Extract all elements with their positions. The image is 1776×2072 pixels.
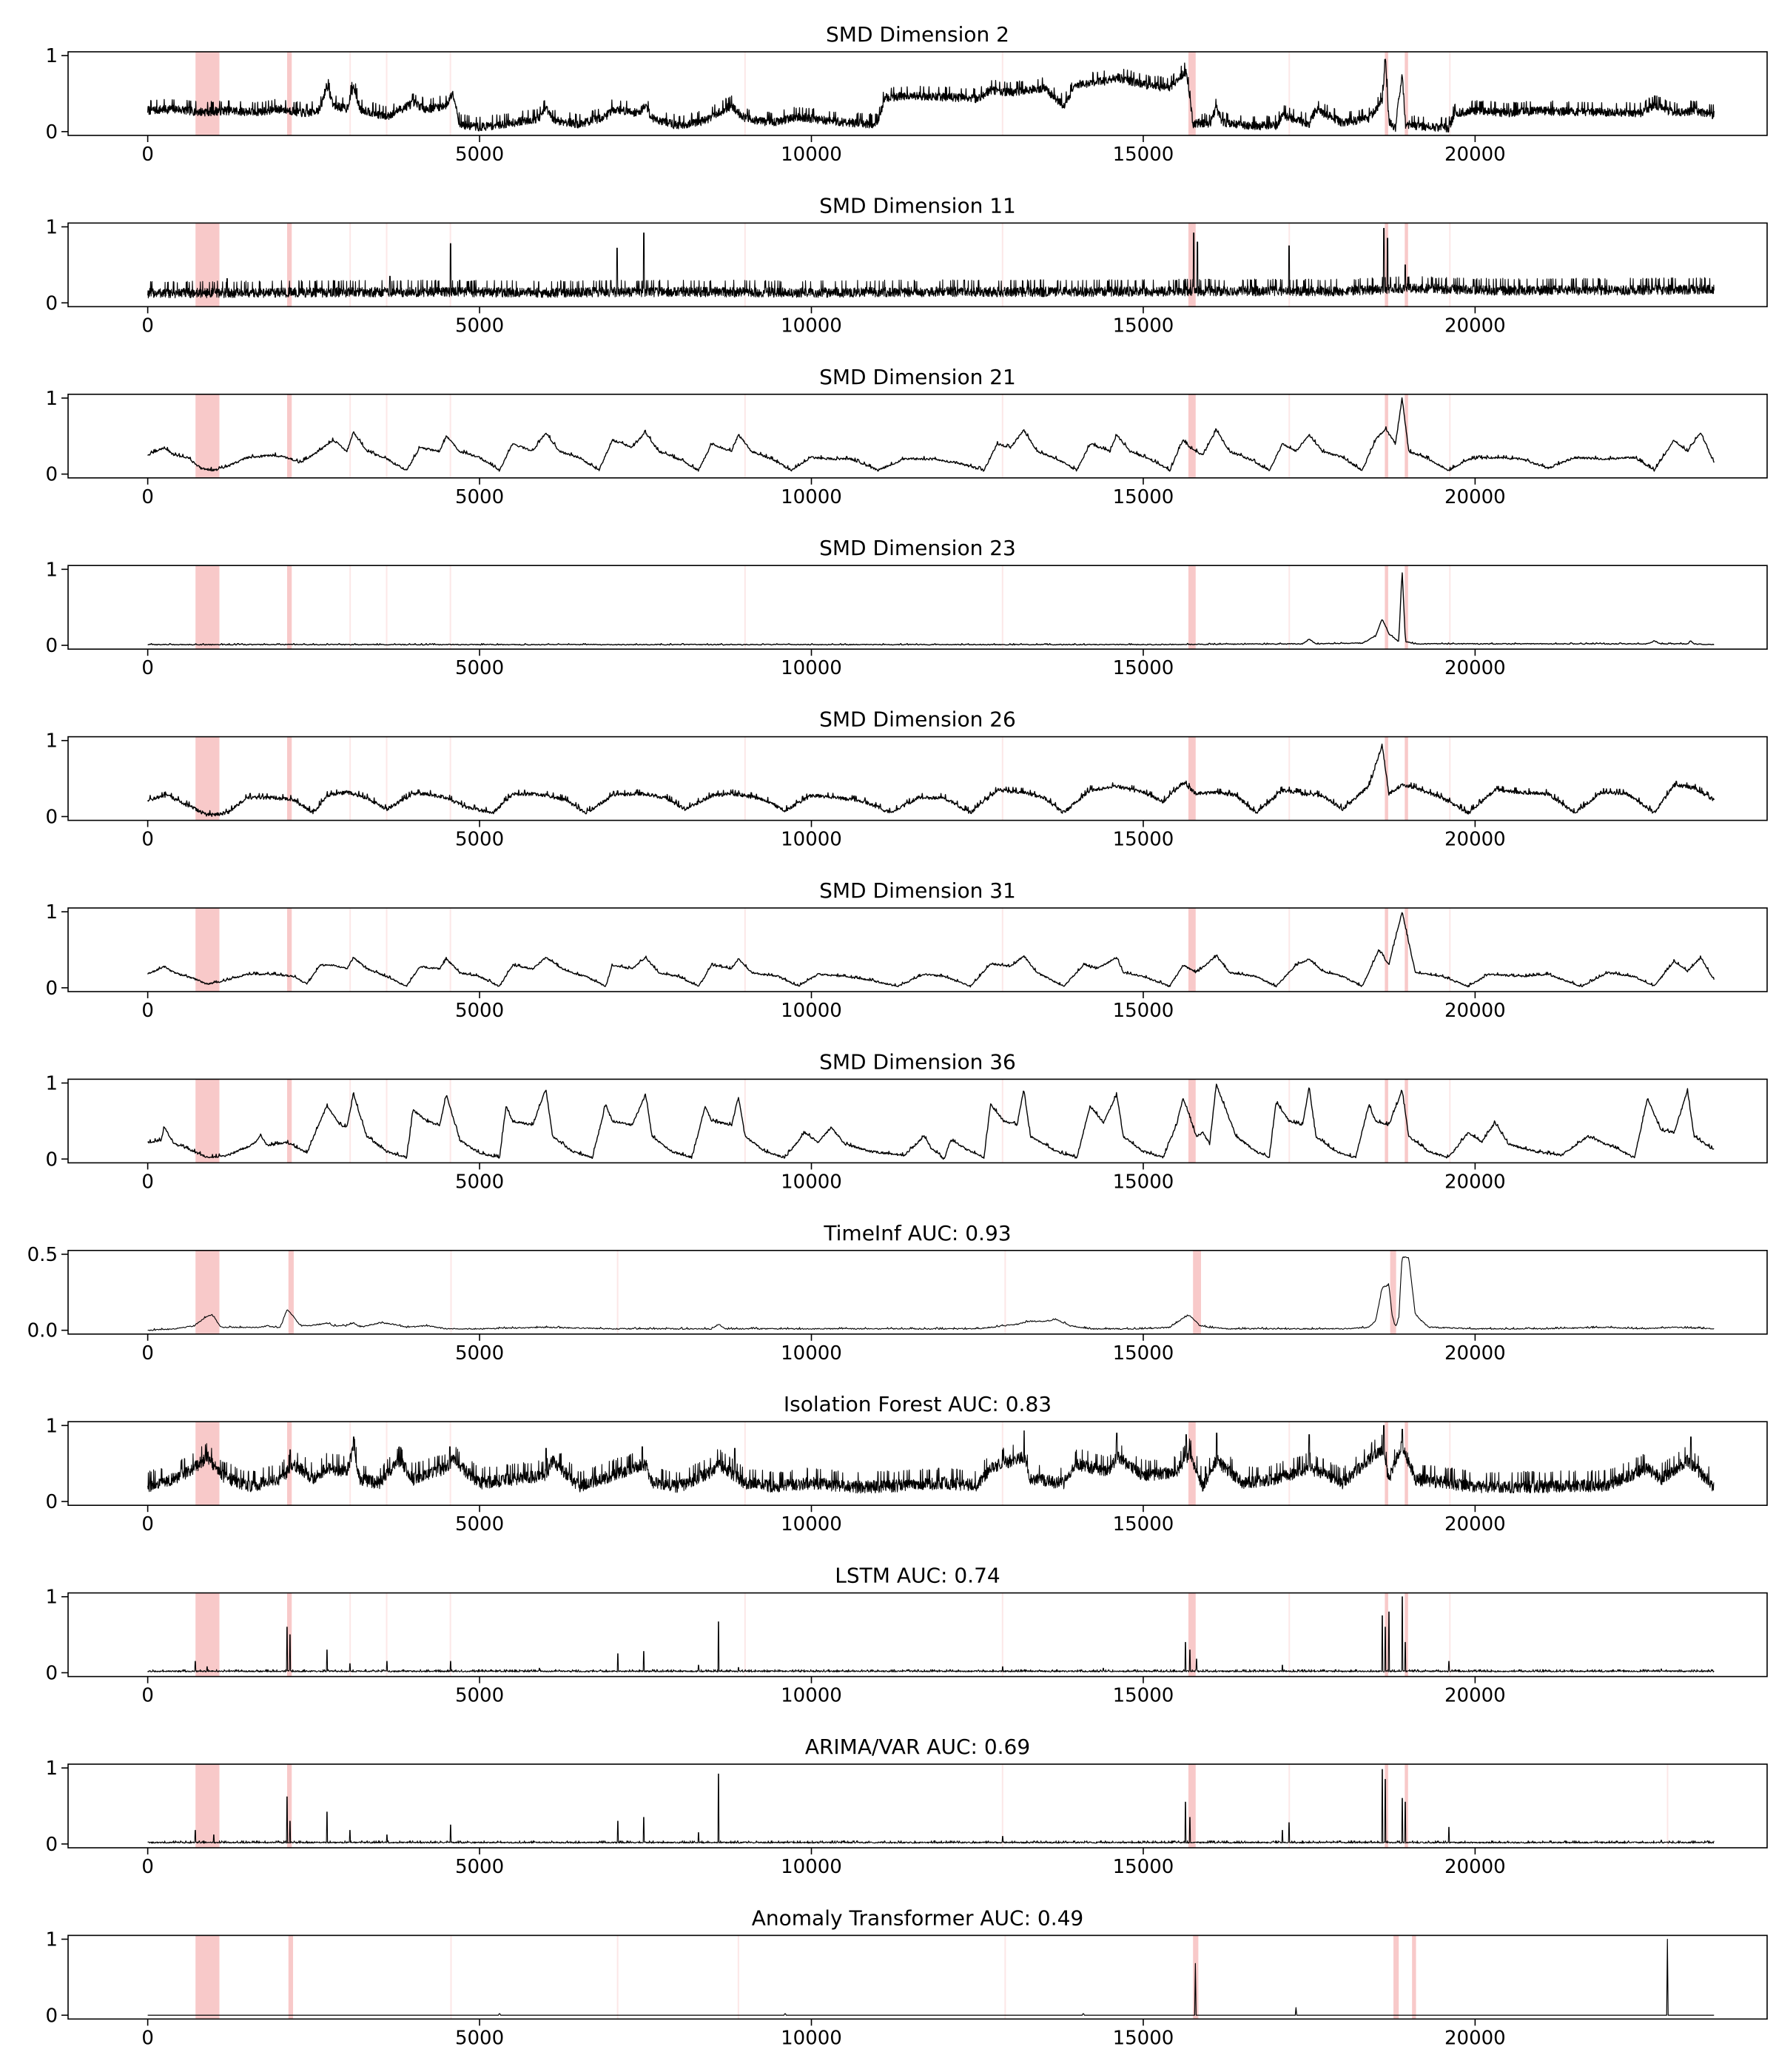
x-tick-label: 5000 [454, 1856, 505, 1878]
anomaly-band [195, 908, 219, 992]
anomaly-band [195, 52, 219, 135]
y-tick-label: 0.0 [27, 1319, 58, 1342]
x-tick-label: 10000 [781, 1856, 842, 1878]
x-tick-label: 5000 [454, 144, 505, 166]
y-tick-label: 0 [45, 1491, 58, 1514]
series-line [148, 1769, 1715, 1843]
faint-anomaly-marker [450, 737, 451, 821]
anomaly-band [287, 737, 292, 821]
anomaly-band [195, 1079, 219, 1163]
panel-title: LSTM AUC: 0.74 [835, 1563, 1000, 1588]
panel-1 [45, 22, 1767, 166]
series-line [148, 912, 1715, 986]
x-tick-label: 10000 [781, 144, 842, 166]
y-tick-label: 1 [45, 1586, 58, 1609]
panel-title: SMD Dimension 31 [819, 878, 1016, 903]
panel-title: Isolation Forest AUC: 0.83 [783, 1392, 1052, 1417]
faint-anomaly-marker [386, 1079, 388, 1163]
x-tick-label: 0 [141, 1000, 154, 1022]
anomaly-band [1385, 565, 1388, 649]
x-tick-label: 15000 [1112, 1684, 1174, 1707]
x-tick-label: 20000 [1444, 1513, 1506, 1536]
x-tick-label: 15000 [1112, 485, 1174, 508]
faint-anomaly-marker [1002, 737, 1003, 821]
anomaly-band [1385, 1079, 1388, 1163]
panel-8 [27, 1221, 1767, 1365]
faint-anomaly-marker [386, 52, 388, 135]
x-tick-label: 20000 [1444, 657, 1506, 680]
series-line [148, 1257, 1715, 1331]
anomaly-band [1393, 1935, 1399, 2019]
faint-anomaly-marker [1288, 1422, 1290, 1505]
x-tick-label: 10000 [781, 1000, 842, 1022]
y-tick-label: 1 [45, 45, 58, 68]
panel-5 [45, 707, 1767, 851]
faint-anomaly-marker [738, 1935, 739, 2019]
x-tick-label: 20000 [1444, 2027, 1506, 2050]
y-tick-label: 0.5 [27, 1243, 58, 1266]
axes-frame [68, 1079, 1767, 1163]
anomaly-band [195, 565, 219, 649]
anomaly-band [1188, 565, 1196, 649]
faint-anomaly-marker [386, 565, 388, 649]
series-line [148, 1425, 1715, 1493]
x-tick-label: 10000 [781, 1684, 842, 1707]
x-tick-label: 0 [141, 2027, 154, 2050]
x-tick-label: 10000 [781, 1342, 842, 1365]
x-tick-label: 20000 [1444, 1342, 1506, 1365]
panel-title: SMD Dimension 11 [819, 193, 1016, 218]
y-tick-label: 0 [45, 806, 58, 829]
panel-title: SMD Dimension 36 [819, 1049, 1016, 1074]
series-line [148, 59, 1715, 132]
anomaly-band [195, 1935, 219, 2019]
panel-title: ARIMA/VAR AUC: 0.69 [804, 1735, 1031, 1759]
y-tick-label: 0 [45, 1662, 58, 1685]
x-tick-label: 5000 [454, 314, 505, 337]
axes-frame [68, 737, 1767, 821]
y-tick-label: 0 [45, 463, 58, 486]
x-tick-label: 10000 [781, 485, 842, 508]
panel-7 [45, 1049, 1767, 1193]
faint-anomaly-marker [1002, 1593, 1003, 1677]
faint-anomaly-marker [450, 908, 451, 992]
axes-frame [68, 1251, 1767, 1334]
faint-anomaly-marker [1288, 1593, 1290, 1677]
y-tick-label: 1 [45, 387, 58, 410]
panel-6 [45, 878, 1767, 1022]
faint-anomaly-marker [744, 737, 746, 821]
faint-anomaly-marker [450, 1079, 451, 1163]
x-tick-label: 5000 [454, 1171, 505, 1194]
x-tick-label: 5000 [454, 657, 505, 680]
panel-12 [45, 1906, 1767, 2049]
y-tick-label: 0 [45, 292, 58, 315]
anomaly-band [287, 394, 292, 478]
panel-4 [45, 536, 1767, 679]
y-tick-label: 1 [45, 1928, 58, 1951]
faint-anomaly-marker [1449, 737, 1450, 821]
series-line [148, 744, 1715, 817]
x-tick-label: 20000 [1444, 314, 1506, 337]
faint-anomaly-marker [349, 1079, 351, 1163]
panel-title: SMD Dimension 21 [819, 364, 1016, 389]
x-tick-label: 0 [141, 1171, 154, 1194]
faint-anomaly-marker [744, 1079, 746, 1163]
x-tick-label: 0 [141, 1684, 154, 1707]
y-tick-label: 0 [45, 1833, 58, 1856]
x-tick-label: 15000 [1112, 1342, 1174, 1365]
faint-anomaly-marker [450, 394, 451, 478]
panel-title: SMD Dimension 23 [819, 536, 1016, 561]
y-tick-label: 0 [45, 635, 58, 658]
x-tick-label: 0 [141, 144, 154, 166]
axes-frame [68, 394, 1767, 478]
faint-anomaly-marker [744, 394, 746, 478]
panel-title: TimeInf AUC: 0.93 [824, 1220, 1012, 1245]
faint-anomaly-marker [1666, 1764, 1668, 1848]
anomaly-band [1405, 908, 1407, 992]
faint-anomaly-marker [1449, 223, 1450, 306]
faint-anomaly-marker [349, 565, 351, 649]
axes-frame [68, 908, 1767, 992]
panel-title: Anomaly Transformer AUC: 0.49 [751, 1906, 1084, 1931]
faint-anomaly-marker [744, 52, 746, 135]
faint-anomaly-marker [450, 565, 451, 649]
y-tick-label: 0 [45, 2005, 58, 2028]
y-tick-label: 0 [45, 1148, 58, 1171]
panel-11 [45, 1735, 1767, 1878]
x-tick-label: 0 [141, 1856, 154, 1878]
faint-anomaly-marker [744, 565, 746, 649]
y-tick-label: 1 [45, 901, 58, 924]
anomaly-band [287, 908, 292, 992]
panel-10 [45, 1564, 1767, 1707]
y-tick-label: 0 [45, 121, 58, 144]
x-tick-label: 20000 [1444, 828, 1506, 851]
y-tick-label: 1 [45, 1758, 58, 1780]
x-tick-label: 5000 [454, 485, 505, 508]
faint-anomaly-marker [1004, 1251, 1006, 1334]
faint-anomaly-marker [349, 394, 351, 478]
faint-anomaly-marker [744, 1593, 746, 1677]
faint-anomaly-marker [1004, 1935, 1006, 2019]
anomaly-band [1405, 1593, 1407, 1677]
panel-9 [45, 1392, 1767, 1536]
axes-frame [68, 52, 1767, 135]
anomaly-band [1405, 394, 1407, 478]
x-tick-label: 5000 [454, 828, 505, 851]
anomaly-band [289, 1935, 293, 2019]
anomaly-band [195, 1593, 219, 1677]
y-tick-label: 1 [45, 559, 58, 582]
x-tick-label: 0 [141, 657, 154, 680]
x-tick-label: 10000 [781, 657, 842, 680]
x-tick-label: 5000 [454, 1342, 505, 1365]
faint-anomaly-marker [1288, 565, 1290, 649]
faint-anomaly-marker [617, 1935, 619, 2019]
x-tick-label: 10000 [781, 1171, 842, 1194]
faint-anomaly-marker [1449, 1422, 1450, 1505]
faint-anomaly-marker [386, 908, 388, 992]
faint-anomaly-marker [617, 1251, 619, 1334]
faint-anomaly-marker [744, 908, 746, 992]
anomaly-band [1188, 737, 1196, 821]
x-tick-label: 10000 [781, 2027, 842, 2050]
x-tick-label: 15000 [1112, 828, 1174, 851]
faint-anomaly-marker [744, 1422, 746, 1505]
axes-frame [68, 1593, 1767, 1677]
x-tick-label: 20000 [1444, 1171, 1506, 1194]
y-tick-label: 1 [45, 1072, 58, 1095]
series-line [148, 398, 1715, 471]
anomaly-band [287, 52, 292, 135]
x-tick-label: 15000 [1112, 1000, 1174, 1022]
series-line [148, 1940, 1715, 2016]
series-line [148, 1084, 1715, 1160]
anomaly-band [1188, 1079, 1196, 1163]
anomaly-band [1405, 737, 1407, 821]
anomaly-band [1188, 908, 1196, 992]
anomaly-band [289, 1251, 294, 1334]
axes-frame [68, 1764, 1767, 1848]
x-tick-label: 10000 [781, 828, 842, 851]
faint-anomaly-marker [1449, 1079, 1450, 1163]
series-line [148, 1597, 1715, 1672]
x-tick-label: 15000 [1112, 657, 1174, 680]
x-tick-label: 15000 [1112, 314, 1174, 337]
faint-anomaly-marker [450, 1251, 451, 1334]
anomaly-band [1193, 1251, 1201, 1334]
x-tick-label: 15000 [1112, 2027, 1174, 2050]
x-tick-label: 10000 [781, 1513, 842, 1536]
faint-anomaly-marker [1288, 737, 1290, 821]
faint-anomaly-marker [1288, 52, 1290, 135]
faint-anomaly-marker [1449, 565, 1450, 649]
faint-anomaly-marker [450, 1935, 451, 2019]
x-tick-label: 5000 [454, 1684, 505, 1707]
faint-anomaly-marker [1288, 908, 1290, 992]
anomaly-band [1188, 394, 1196, 478]
faint-anomaly-marker [386, 223, 388, 306]
axes-frame [68, 1422, 1767, 1505]
anomaly-band [1385, 908, 1388, 992]
x-tick-label: 15000 [1112, 1513, 1174, 1536]
panel-title: SMD Dimension 2 [826, 22, 1009, 47]
x-tick-label: 20000 [1444, 144, 1506, 166]
x-tick-label: 5000 [454, 2027, 505, 2050]
x-tick-label: 5000 [454, 1000, 505, 1022]
faint-anomaly-marker [386, 394, 388, 478]
x-tick-label: 0 [141, 1342, 154, 1365]
x-tick-label: 0 [141, 828, 154, 851]
y-tick-label: 1 [45, 730, 58, 753]
anomaly-band [195, 1764, 219, 1848]
series-line [148, 229, 1715, 298]
x-tick-label: 20000 [1444, 1856, 1506, 1878]
x-tick-label: 0 [141, 314, 154, 337]
panel-3 [45, 365, 1767, 508]
axes-frame [68, 565, 1767, 649]
axes-frame [68, 1935, 1767, 2019]
faint-anomaly-marker [1002, 1764, 1003, 1848]
faint-anomaly-marker [1449, 394, 1450, 478]
x-tick-label: 20000 [1444, 1000, 1506, 1022]
panel-2 [45, 193, 1767, 337]
faint-anomaly-marker [1002, 394, 1003, 478]
x-tick-label: 0 [141, 1513, 154, 1536]
faint-anomaly-marker [349, 908, 351, 992]
faint-anomaly-marker [1002, 908, 1003, 992]
x-tick-label: 20000 [1444, 485, 1506, 508]
x-tick-label: 0 [141, 485, 154, 508]
faint-anomaly-marker [349, 737, 351, 821]
anomaly-band [1390, 1251, 1396, 1334]
x-tick-label: 15000 [1112, 1856, 1174, 1878]
x-tick-label: 15000 [1112, 144, 1174, 166]
y-tick-label: 1 [45, 216, 58, 239]
anomaly-band [195, 737, 219, 821]
anomaly-band [1412, 1935, 1416, 2019]
anomaly-band [1188, 223, 1196, 306]
faint-anomaly-marker [1002, 565, 1003, 649]
faint-anomaly-marker [1288, 394, 1290, 478]
anomaly-band [287, 565, 292, 649]
anomaly-band [287, 1079, 292, 1163]
x-tick-label: 20000 [1444, 1684, 1506, 1707]
anomaly-band [1385, 394, 1388, 478]
x-tick-label: 15000 [1112, 1171, 1174, 1194]
x-tick-label: 10000 [781, 314, 842, 337]
series-line [148, 573, 1715, 645]
y-tick-label: 1 [45, 1415, 58, 1438]
panel-title: SMD Dimension 26 [819, 707, 1016, 732]
y-tick-label: 0 [45, 977, 58, 1000]
x-tick-label: 5000 [454, 1513, 505, 1536]
